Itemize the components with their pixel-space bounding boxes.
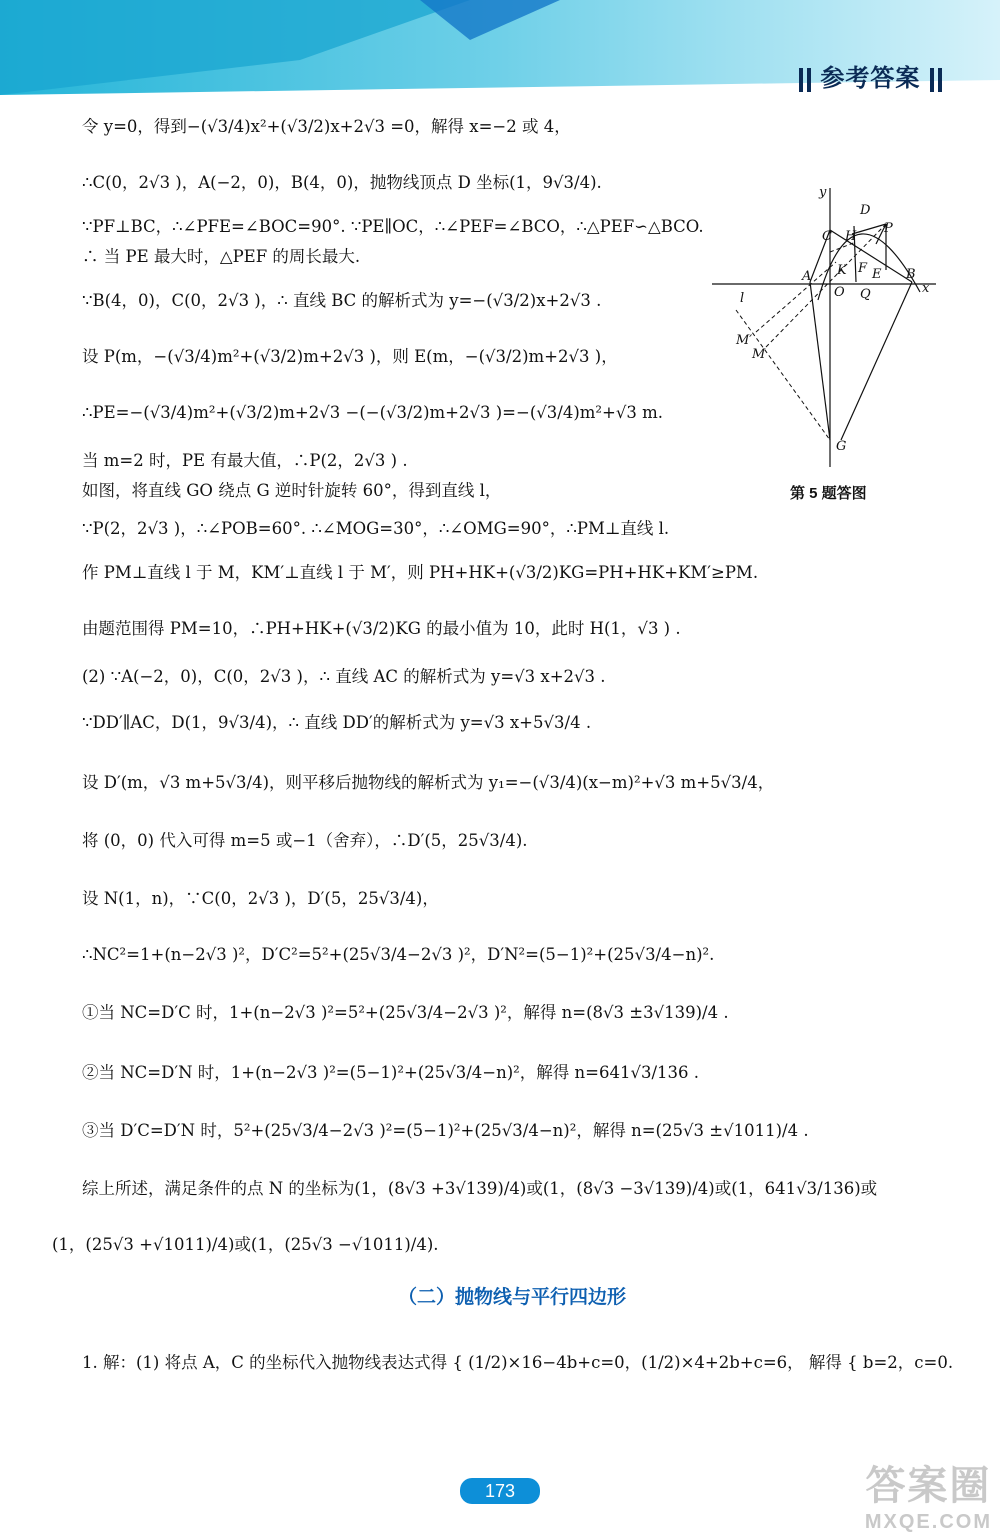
- solution-line: 设 P(m，−(√3/4)m²+(√3/2)m+2√3 )，则 E(m，−(√3/2)m+2√3 )，: [82, 347, 618, 366]
- figure-label: E: [872, 267, 882, 282]
- solution-line: ∵P(2，2√3 )，∴∠POB=60°. ∴∠MOG=30°，∴∠OMG=90°，∴PM⊥直线 l.: [82, 519, 670, 538]
- watermark: [865, 1454, 992, 1534]
- figure-label: x: [922, 281, 930, 296]
- figure-label: C: [822, 229, 832, 244]
- solution-line: 设 N(1，n)，∵C(0，2√3 )，D′(5，25√3/4)，: [82, 889, 439, 908]
- solution-line: 1. 解：(1) 将点 A，C 的坐标代入抛物线表达式得 { (1/2)×16−4b+c=0，(1/2)×4+2b+c=6， 解得 { b=2，c=0.: [82, 1353, 954, 1372]
- solution-line: ③当 D′C=D′N 时，5²+(25√3/4−2√3 )²=(5−1)²+(25√3/4−n)²，解得 n=(25√3 ±√1011)/4 .: [82, 1121, 809, 1140]
- solution-line: ∴PE=−(√3/4)m²+(√3/2)m+2√3 −(−(√3/2)m+2√3 )=−(√3/4)m²+√3 m.: [82, 403, 664, 422]
- solution-line: (1，(25√3 +√1011)/4)或(1，(25√3 −√1011)/4).: [52, 1235, 439, 1254]
- solution-line: ①当 NC=D′C 时，1+(n−2√3 )²=5²+(25√3/4−2√3 )²，解得 n=(8√3 ±3√139)/4 .: [82, 1003, 729, 1022]
- line-km: [756, 262, 836, 332]
- figure-label: y: [819, 185, 827, 200]
- solution-line: 令 y=0，得到−(√3/4)x²+(√3/2)x+2√3 =0，解得 x=−2 或 4，: [82, 117, 571, 136]
- figure-label: F: [858, 261, 868, 276]
- solution-line: 设 D′(m，√3 m+5√3/4)，则平移后抛物线的解析式为 y₁=−(√3/4)(x−m)²+√3 m+5√3/4，: [82, 773, 775, 792]
- solution-line: 由题范围得 PM=10，∴PH+HK+(√3/2)KG 的最小值为 10，此时 H(1，√3 ) .: [82, 619, 681, 638]
- geometry-figure: [706, 182, 946, 472]
- solution-line: ∴NC²=1+(n−2√3 )²，D′C²=5²+(25√3/4−2√3 )²，D′N²=(5−1)²+(25√3/4−n)².: [82, 945, 715, 964]
- figure-label: Q: [860, 287, 871, 302]
- solution-line: (2) ∵A(−2，0)，C(0，2√3 )，∴ 直线 AC 的解析式为 y=√3 x+2√3 .: [82, 667, 606, 686]
- figure-label: A: [802, 269, 812, 284]
- figure-label: G: [836, 439, 847, 454]
- solution-line: ∵B(4，0)，C(0，2√3 )，∴ 直线 BC 的解析式为 y=−(√3/2)x+2√3 .: [82, 291, 602, 310]
- watermark-title: 答案圈: [865, 1464, 992, 1508]
- section-title: （二）抛物线与平行四边形: [397, 1287, 626, 1308]
- solution-line: 当 m=2 时，PE 有最大值，∴P(2，2√3 ) .: [82, 451, 408, 470]
- page-number: 173: [460, 1478, 540, 1504]
- answer-key-tag: [797, 58, 944, 93]
- figure-caption: 第 5 题答图: [790, 485, 867, 502]
- figure-label: O: [834, 285, 845, 300]
- line-ga: [810, 282, 830, 440]
- solution-line: ∵DD′∥AC，D(1，9√3/4)，∴ 直线 DD′的解析式为 y=√3 x+5√3/4 .: [82, 713, 592, 732]
- figure-label: M: [752, 347, 766, 362]
- figure-label: l: [740, 291, 745, 306]
- line-bg: [841, 282, 912, 440]
- solution-line: 如图，将直线 GO 绕点 G 逆时针旋转 60°，得到直线 l，: [82, 481, 502, 500]
- solution-line: 作 PM⊥直线 l 于 M，KM′⊥直线 l 于 M′，则 PH+HK+(√3/2)KG=PH+HK+KM′≥PM.: [82, 563, 759, 582]
- solution-line: ∴ 当 PE 最大时，△PEF 的周长最大.: [82, 247, 361, 266]
- figure-label: M′: [736, 333, 753, 348]
- figure-svg: [706, 182, 946, 472]
- answer-key-label: 参考答案: [820, 65, 921, 92]
- figure-label: P: [884, 221, 893, 236]
- figure-label: K: [837, 263, 847, 278]
- solution-line: 将 (0，0) 代入可得 m=5 或−1（舍弃），∴D′(5，25√3/4).: [82, 831, 528, 850]
- solution-line: ∴C(0，2√3 )，A(−2，0)，B(4，0)，抛物线顶点 D 坐标(1，9√3/4).: [82, 173, 602, 192]
- figure-label: B: [906, 267, 916, 282]
- watermark-url: MXQE.COM: [864, 1511, 992, 1533]
- figure-label: H: [845, 229, 857, 244]
- solution-line: ②当 NC=D′N 时，1+(n−2√3 )²=(5−1)²+(25√3/4−n)²，解得 n=641√3/136 .: [82, 1063, 700, 1082]
- solution-line: ∵PF⊥BC，∴∠PFE=∠BOC=90°. ∵PE∥OC，∴∠PEF=∠BCO，∴△PEF∽△BCO.: [82, 217, 704, 236]
- figure-label: D: [860, 203, 871, 218]
- solution-line: 综上所述，满足条件的点 N 的坐标为(1，(8√3 +3√139)/4)或(1，(8√3 −3√139)/4)或(1，641√3/136)或: [82, 1179, 878, 1198]
